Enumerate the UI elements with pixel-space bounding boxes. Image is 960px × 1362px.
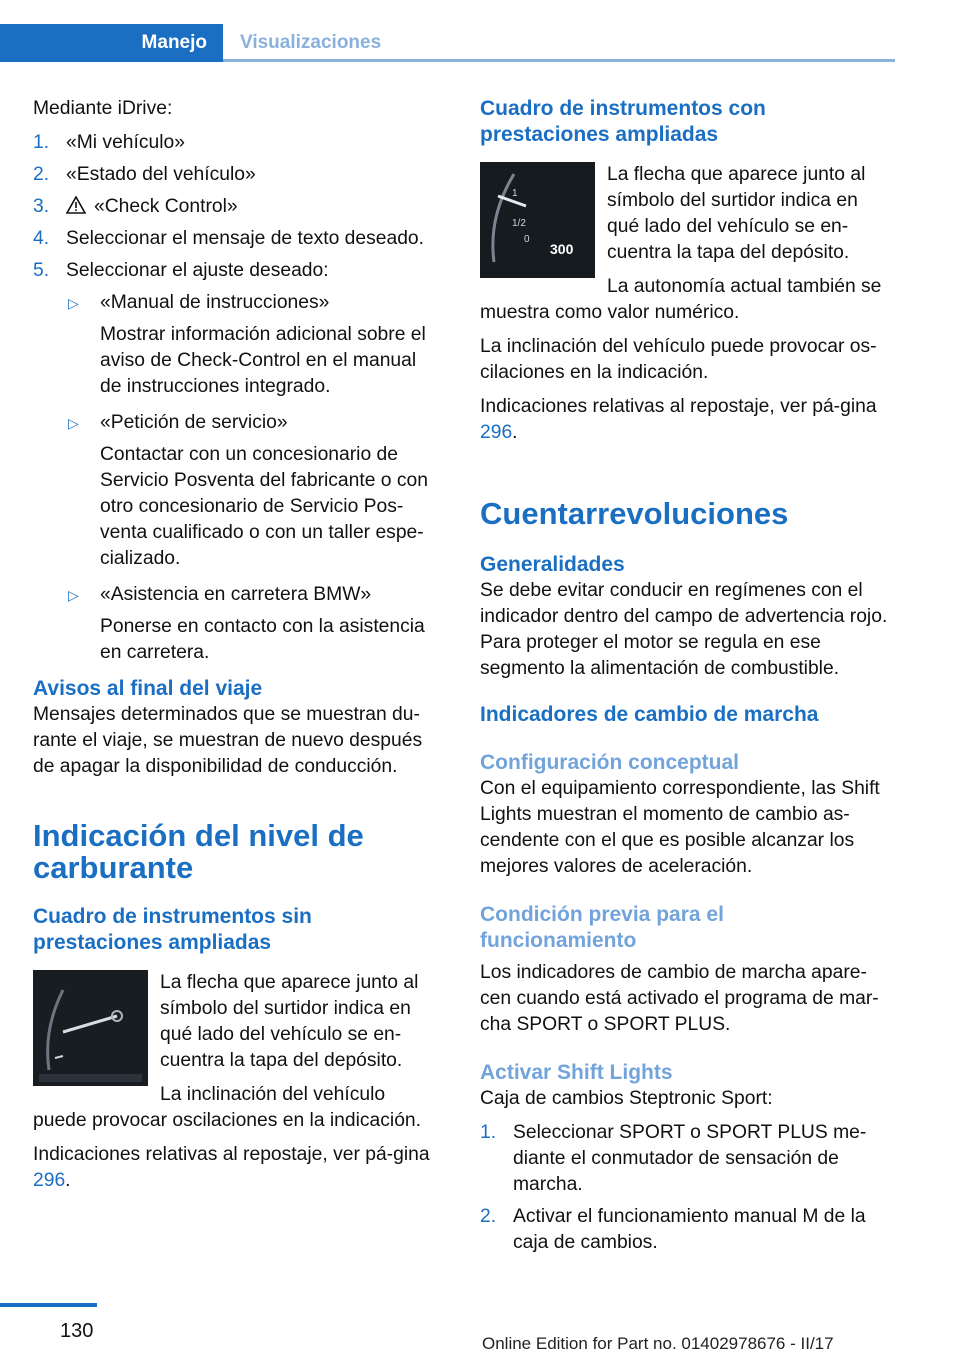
step-number: 3. [33, 196, 50, 217]
general-text: Se debe evitar conducir en regímenes con el indicador dentro del campo de advertencia rojo. Para proteger el motor se regula en ese segmento la alimentación de combustible. [480, 580, 888, 679]
step-number: 1. [480, 1122, 497, 1143]
step-item [33, 258, 438, 666]
basic-ref-text: Indicaciones relativas al repostaje, ver pá-gina [33, 1144, 430, 1165]
option-desc: Contactar con un concesionario de Servicio Posventa del fabricante o con otro concesionario de Servicio Pos-venta cualificado o con un taller espe-cializado. [100, 444, 428, 569]
basic-fuel-gauge-image [33, 970, 148, 1086]
extended-text-3: La inclinación del vehículo puede provocar os-cilaciones en la indicación. [480, 336, 877, 383]
gauge-mark-half: 1/2 [512, 218, 526, 229]
subheading-basic-cluster: Cuadro de instrumentos sin prestaciones ampliadas [33, 905, 312, 954]
option-title: «Petición de servicio» [100, 412, 288, 433]
section-heading-avisos: Avisos al final del viaje [33, 677, 263, 700]
tab-visualizaciones[interactable]: Visualizaciones [240, 32, 382, 53]
left-column [33, 96, 438, 1194]
triangle-bullet-icon: ▷ [68, 295, 79, 311]
step-number: 2. [33, 164, 50, 185]
page-link-296[interactable]: 296 [480, 422, 513, 443]
extended-text-4: Indicaciones relativas al repostaje, ver pá-gina 296. [480, 396, 877, 443]
step-item [33, 226, 438, 252]
extended-text-2: La autonomía actual también se muestra como valor numérico. [480, 276, 882, 323]
step-item [480, 1120, 895, 1198]
subheading-activate: Activar Shift Lights [480, 1061, 673, 1084]
fuel-gauge-illustration [33, 970, 148, 1086]
basic-text-1: La flecha que aparece junto al símbolo del surtidor indica en qué lado del vehículo se en-cuentra la tapa del depósito. [160, 972, 419, 1071]
gauge-mark-one: 1 [512, 188, 518, 199]
step-text: Seleccionar el ajuste deseado: [66, 260, 329, 281]
subheading-condition: Condición previa para el funcionamiento [480, 903, 724, 952]
step-number: 5. [33, 260, 50, 281]
step-number: 4. [33, 228, 50, 249]
idrive-intro: Mediante iDrive: [33, 98, 173, 119]
step-item [33, 162, 438, 188]
option-item [66, 582, 438, 666]
activate-steps [480, 1120, 895, 1256]
subheading-extended-cluster: Cuadro de instrumentos con prestaciones ampliadas [480, 97, 766, 146]
option-desc: Mostrar información adicional sobre el aviso de Check-Control en el manual de instrucciones integrado. [100, 324, 426, 397]
option-list [66, 290, 438, 666]
page-number-bar [0, 1303, 97, 1307]
basic-text-2: La inclinación del vehículo puede provocar oscilaciones en la indicación. [33, 1084, 422, 1131]
extended-fuel-gauge-image [480, 162, 595, 278]
option-desc: Ponerse en contacto con la asistencia en carretera. [100, 616, 425, 663]
extended-text-1: La flecha que aparece junto al símbolo del surtidor indica en qué lado del vehículo se en-cuentra la tapa del depósito. [607, 164, 866, 263]
extended-ref-text: Indicaciones relativas al repostaje, ver pá-gina [480, 396, 877, 417]
subheading-concept: Configuración conceptual [480, 751, 740, 774]
step-text: «Estado del vehículo» [66, 164, 256, 185]
step-text: Seleccionar SPORT o SPORT PLUS me-diante el conmutador de sensación de marcha. [513, 1122, 867, 1195]
range-gauge-illustration [480, 162, 595, 278]
idrive-steps [33, 130, 438, 666]
step-item [33, 194, 438, 220]
section-heading-fuel: Indicación del nivel de carburante [33, 818, 364, 885]
tab-manejo[interactable]: Manejo [0, 24, 223, 62]
header-divider [223, 59, 895, 62]
step-number: 2. [480, 1206, 497, 1227]
step-item [33, 130, 438, 156]
step-text: Seleccionar el mensaje de texto deseado. [66, 228, 425, 249]
concept-text: Con el equipamiento correspondiente, las Shift Lights muestran el momento de cambio as-cendente con el que es posible alcanzar los mejores valores de aceleración. [480, 778, 880, 877]
step-number: 1. [33, 132, 50, 153]
condition-text: Los indicadores de cambio de marcha apare-cen cuando está activado el programa de mar-cha SPORT o SPORT PLUS. [480, 962, 879, 1035]
extended-cluster-block [480, 162, 895, 326]
option-title: «Asistencia en carretera BMW» [100, 584, 372, 605]
header-tabbar [0, 24, 895, 62]
triangle-bullet-icon: ▷ [68, 415, 79, 431]
triangle-bullet-icon: ▷ [68, 587, 79, 603]
right-column [480, 96, 895, 1262]
gauge-range-value: 300 [550, 241, 574, 257]
basic-text-3: Indicaciones relativas al repostaje, ver pá-gina 296. [33, 1144, 430, 1191]
gauge-mark-zero: 0 [524, 234, 530, 245]
page-number: 130 [60, 1320, 94, 1342]
step-item [480, 1204, 895, 1256]
activate-intro: Caja de cambios Steptronic Sport: [480, 1088, 773, 1109]
step-text: Activar el funcionamiento manual M de la caja de cambios. [513, 1206, 866, 1253]
step-text: «Check Control» [94, 196, 238, 217]
step-text: «Mi vehículo» [66, 132, 185, 153]
subheading-general: Generalidades [480, 553, 625, 576]
warning-triangle-icon [66, 196, 86, 214]
basic-cluster-block [33, 970, 438, 1194]
edition-footer: Online Edition for Part no. 01402978676 - II/17 [482, 1334, 834, 1353]
option-item [66, 290, 438, 400]
page-link-296[interactable]: 296 [33, 1170, 66, 1191]
avisos-text: Mensajes determinados que se muestran du-rante el viaje, se muestran de nuevo después de apagar la disponibilidad de conducción. [33, 704, 423, 777]
subheading-shift-indicators: Indicadores de cambio de marcha [480, 703, 819, 726]
option-title: «Manual de instrucciones» [100, 292, 330, 313]
section-heading-rev: Cuentarrevoluciones [480, 496, 789, 531]
option-item [66, 410, 438, 572]
